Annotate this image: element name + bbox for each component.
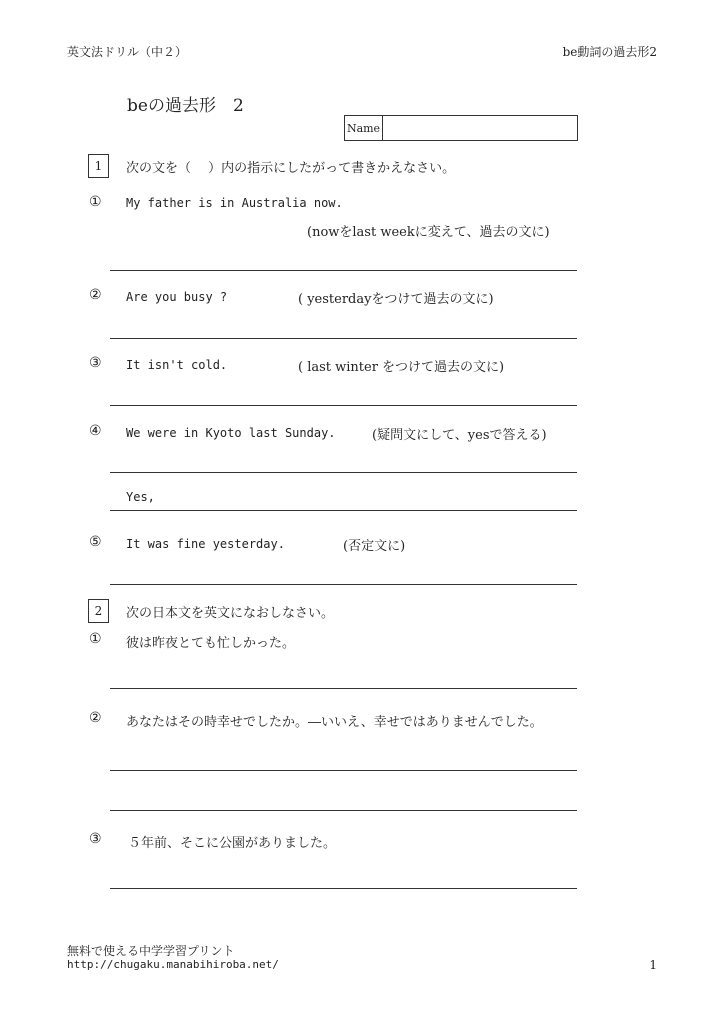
answer-line[interactable] — [110, 510, 577, 511]
section-2-instruction: 次の日本文を英文になおしなさい。 — [126, 606, 335, 621]
answer-prefix: Yes, — [126, 490, 155, 504]
item-hint: ( yesterdayをつけて過去の文に) — [298, 292, 494, 307]
header-right: be動詞の過去形2 — [562, 45, 657, 59]
item-marker: ① — [89, 194, 102, 210]
answer-line[interactable] — [110, 888, 577, 889]
item-sentence: It was fine yesterday. — [126, 537, 285, 551]
item-marker: ② — [89, 710, 102, 726]
footer-site-name: 無料で使える中学学習プリント — [67, 944, 235, 958]
item-marker: ① — [89, 631, 102, 647]
item-marker: ⑤ — [89, 534, 102, 550]
section-1-number: 1 — [88, 154, 109, 178]
answer-line[interactable] — [110, 338, 577, 339]
item-marker: ③ — [89, 355, 102, 371]
name-label: Name — [345, 116, 383, 140]
item-sentence: We were in Kyoto last Sunday. — [126, 426, 336, 440]
item-hint: ( last winter をつけて過去の文に) — [298, 360, 505, 375]
item-marker: ③ — [89, 831, 102, 847]
item-sentence: My father is in Australia now. — [126, 196, 343, 210]
answer-line[interactable] — [110, 810, 577, 811]
item-marker: ④ — [89, 423, 102, 439]
answer-line[interactable] — [110, 405, 577, 406]
item-sentence: ５年前、そこに公園がありました。 — [128, 836, 337, 851]
item-hint: (否定文に) — [343, 539, 406, 554]
answer-line[interactable] — [110, 688, 577, 689]
header-left: 英文法ドリル（中２） — [67, 45, 188, 59]
item-marker: ② — [89, 287, 102, 303]
item-sentence: あなたはその時幸せでしたか。―いいえ、幸せではありませんでした。 — [126, 715, 543, 730]
item-hint: (疑問文にして、yesで答える) — [372, 428, 547, 443]
item-sentence: It isn't cold. — [126, 358, 228, 372]
answer-line[interactable] — [110, 770, 577, 771]
name-box — [344, 115, 578, 141]
section-1-instruction: 次の文を（ ）内の指示にしたがって書きかえなさい。 — [126, 161, 456, 176]
name-field[interactable] — [383, 116, 577, 140]
item-sentence: Are you busy ? — [126, 290, 228, 304]
footer-url[interactable]: http://chugaku.manabihiroba.net/ — [67, 958, 279, 971]
answer-line[interactable] — [110, 472, 577, 473]
item-sentence: 彼は昨夜とても忙しかった。 — [126, 636, 296, 651]
section-2-number: 2 — [88, 599, 109, 623]
answer-line[interactable] — [110, 584, 577, 585]
page-number: 1 — [649, 958, 657, 972]
page-title: beの過去形 2 — [127, 96, 244, 116]
answer-line[interactable] — [110, 270, 577, 271]
item-hint: (nowをlast weekに変えて、過去の文に) — [307, 225, 550, 240]
